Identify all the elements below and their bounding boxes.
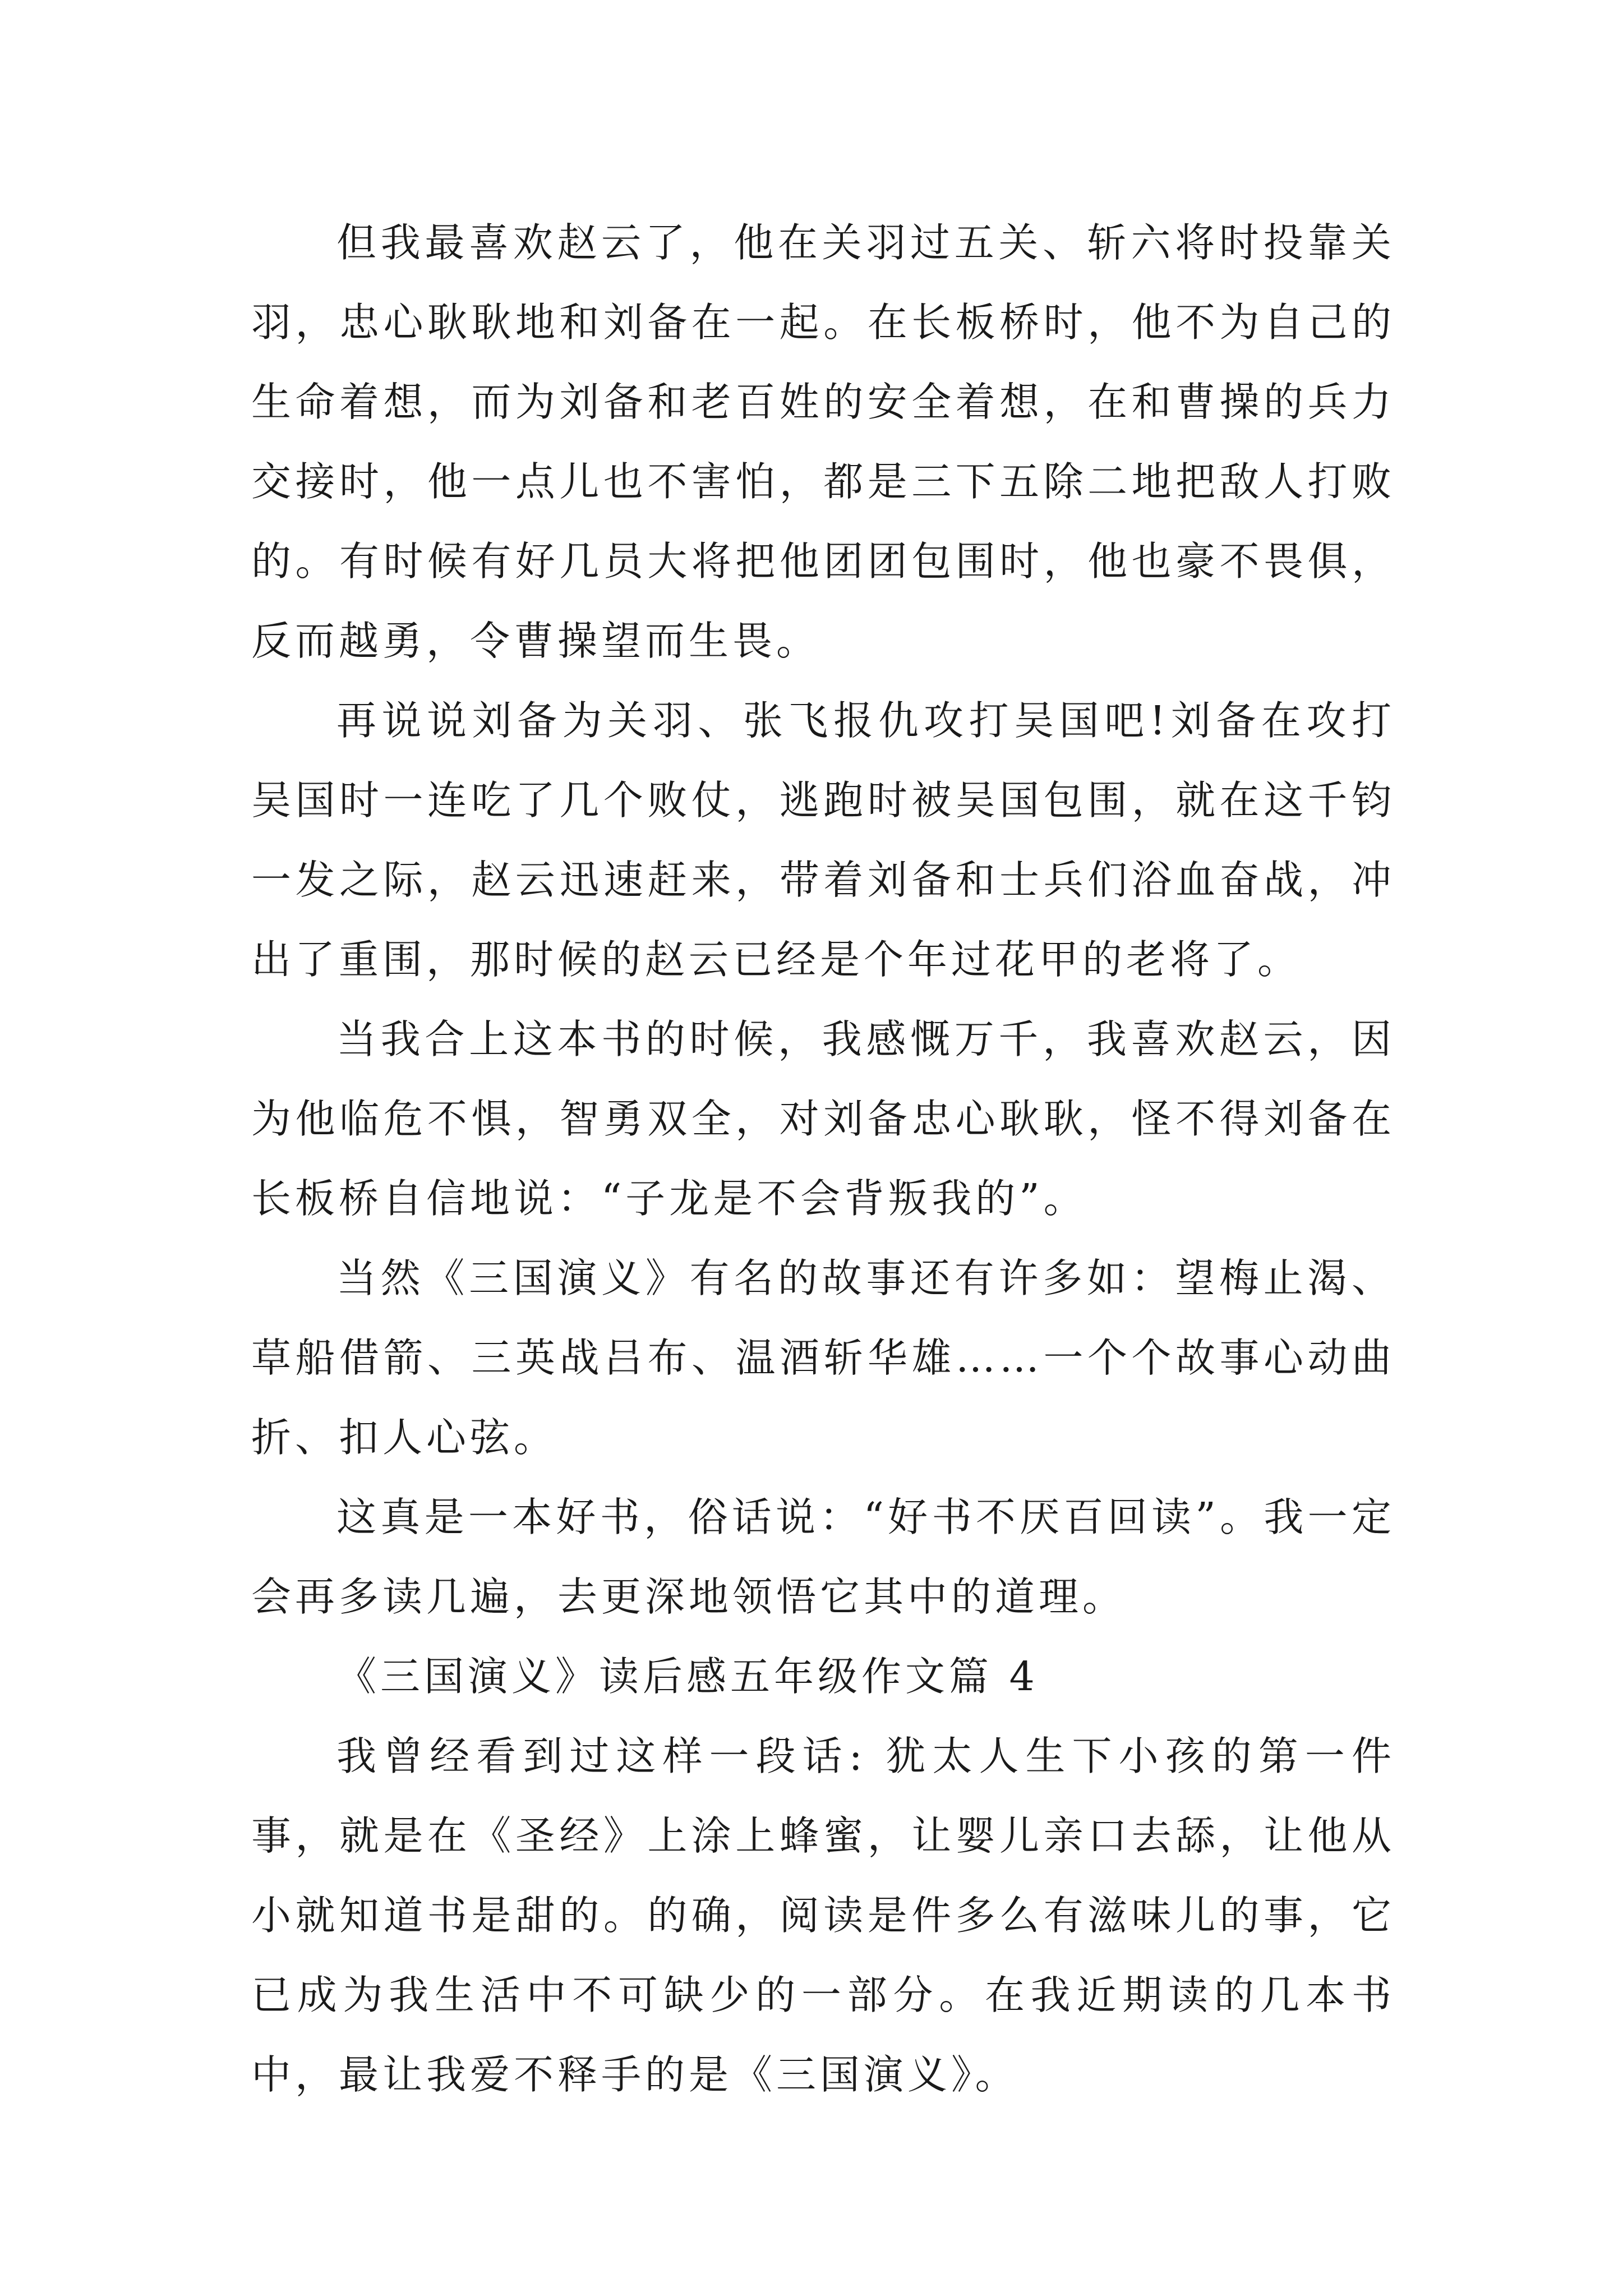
section-heading: 《三国演义》读后感五年级作文篇 4 [336, 1653, 1039, 1700]
document-body [251, 203, 1395, 2115]
paragraph-zhao-yun: 但我最喜欢赵云了，他在关羽过五关、斩六将时投靠关羽，忠心耿耿地和刘备在一起。在长板桥时，他不为自己的生命着想，而为刘备和老百姓的安全着想，在和曹操的兵力交接时，他一点儿也不害怕，都是三下五除二地把敌人打败的。有时候有好几员大将把他团团包围时，他也豪不畏俱，反而越勇，令曹操望而生畏。 [251, 219, 1395, 664]
paragraph-famous-stories: 当然《三国演义》有名的故事还有许多如：望梅止渴、草船借箭、三英战吕布、温酒斩华雄……一个个故事心动曲折、扣人心弦。 [251, 1255, 1395, 1461]
paragraph-closing-book: 当我合上这本书的时候，我感慨万千，我喜欢赵云，因为他临危不惧，智勇双全，对刘备忠心耿耿，怪不得刘备在长板桥自信地说：“子龙是不会背叛我的”。 [251, 1016, 1395, 1222]
paragraph-good-book: 这真是一本好书，俗话说：“好书不厌百回读”。我一定会再多读几遍，去更深地领悟它其中的道理。 [251, 1494, 1395, 1620]
paragraph-revenge-wu: 再说说刘备为关羽、张飞报仇攻打吴国吧!刘备在攻打吴国时一连吃了几个败仗，逃跑时被吴国包围，就在这千钧一发之际，赵云迅速赶来，带着刘备和士兵们浴血奋战，冲出了重围，那时候的赵云已经是个年过花甲的老将了。 [251, 697, 1395, 983]
paragraph-reading-sweet: 我曾经看到过这样一段话: 犹太人生下小孩的第一件事，就是在《圣经》上涂上蜂蜜，让婴儿亲口去舔，让他从小就知道书是甜的。的确，阅读是件多么有滋味儿的事，它已成为我生活中不可缺少的一部分。在我近期读的几本书中，最让我爱不释手的是《三国演义》。 [251, 1733, 1395, 2098]
